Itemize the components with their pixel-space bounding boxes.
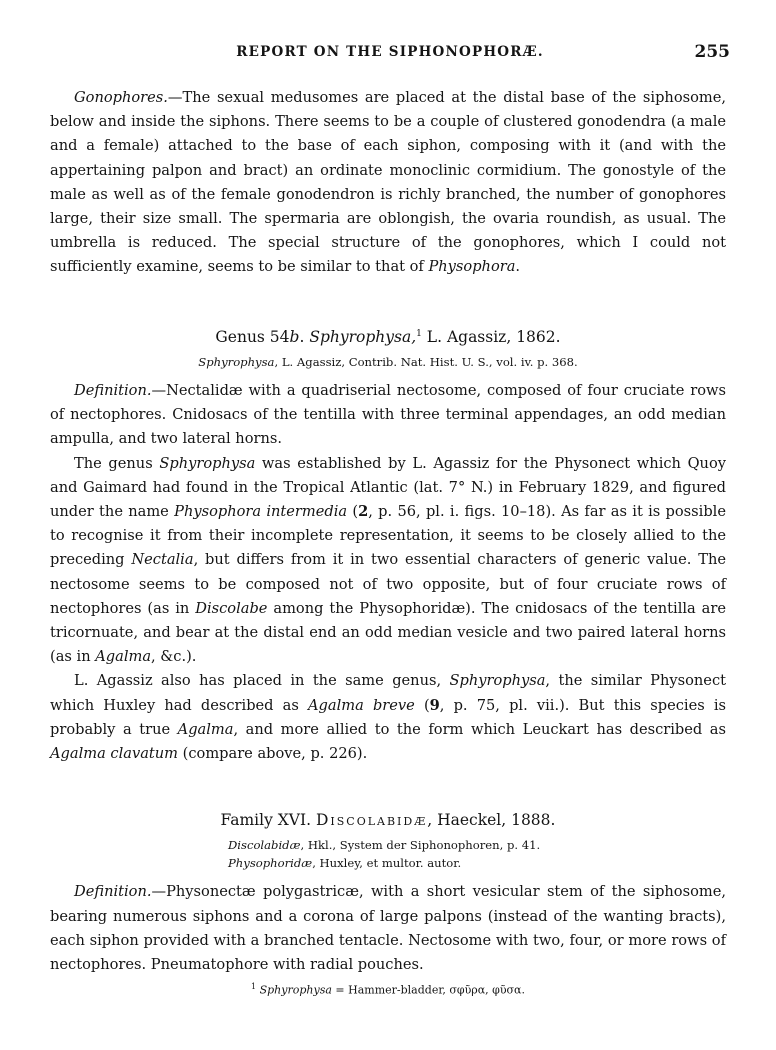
text-run: was established by L. Agassiz for the Physonect which Quoy and Gaimard had found in the Tropical Atlantic (lat. 7° N.) in February 1829, and figured under the name [50,454,726,520]
gonophores-paragraph [50,86,726,280]
spacer [50,872,726,880]
definition-label: Definition. [74,883,152,901]
genus-heading [50,322,726,349]
footnote-text: = Hammer-bladder, σφῦρα, φῦσα. [331,983,525,997]
family-synonym-text: , Hkl., System der Siphonophoren, p. 41. [300,838,541,853]
family-name: Discolabidæ [315,811,428,830]
taxon-name: Agalma [177,720,234,738]
text-run: among the Physophoridæ). The cnidosacs of the tentilla are tricornuate, and bear at the distal end an odd median vesicle and two paired lateral horns (as in [50,599,726,666]
text-run: , p. 56, pl. i. figs. 10–18). As far as it is possible to recognise it from their incomplete representation, it seems to be closely allied to the preceding [50,503,726,569]
footnote [50,982,726,997]
taxon-name: Sphyrophysa [159,454,256,472]
genus-prefix: Genus 54 [215,327,290,346]
taxon-name: Sphyrophysa [449,672,546,690]
taxon-name: Physophora intermedia [174,503,348,520]
family-synonym-2 [228,854,726,872]
gonophores-end: . [515,258,521,276]
reference-number: 2 [358,503,369,520]
taxon-name: Agalma clavatum [50,745,179,763]
footnote-mark: 1 [251,982,257,991]
genus-synonym [50,353,726,371]
definition-label: Definition. [74,381,152,399]
footnote-mark: 1 [416,328,422,339]
family-authority: , Haeckel, 1888. [427,811,556,830]
spacer [50,766,726,808]
text-run: ( [347,503,359,520]
text-run: , p. 75, pl. vii.). But this species is probably a true [50,696,727,738]
genus-paragraph [50,452,726,670]
text-run: The genus [74,454,160,472]
genus-name: Sphyrophysa, [309,327,417,346]
taxon-name: Discolabe [195,599,268,617]
reference-number: 9 [429,696,440,714]
gonophores-label: Gonophores. [74,89,168,106]
definition-text: —Nectalidæ with a quadriserial nectosome, composed of four cruciate rows of nectophores. Cnidosacs of the tentilla with three terminal appendages, an odd median ampulla, and two lateral horns. [50,381,726,448]
text-run: (compare above, p. 226). [178,745,368,763]
genus-definition [50,379,726,452]
text-run: , the similar Physonect which Huxley had described as [50,672,726,714]
genus-synonym-name: Sphyrophysa [198,354,275,369]
taxon-name: Nectalia [131,551,194,569]
family-synonym-name: Physophoridæ [228,856,313,871]
running-header [50,44,730,70]
genus-letter: b [289,327,300,346]
definition-text: —Physonectæ polygastricæ, with a short vesicular stem of the siphosome, bearing numerous siphons and a corona of large palpons (instead of the wanting bracts), each siphon provided with a branched tentacle. Nectosome with two, four, or more rows of nectophores. Pneumatophore with radial pouches. [50,883,726,974]
genus-authority: L. Agassiz, 1862. [421,327,561,346]
text-run: , &c.). [151,648,197,666]
family-synonym-name: Discolabidæ [228,838,301,853]
text-run: L. Agassiz also has placed in the same genus, [74,672,450,690]
family-prefix: Family XVI. [220,811,316,830]
page-body [50,86,726,977]
running-title: REPORT ON THE SIPHONOPHORÆ. [236,44,544,60]
footnote-name: Sphyrophysa [259,983,332,997]
family-heading [50,808,726,832]
genus-dot: . [299,327,310,346]
family-synonym-1 [228,836,726,854]
text-run: , but differs from it in two essential characters of generic value. The nectosome seems to be composed not of two opposite, but of four cruciate rows of nectophores (as in [50,551,726,617]
text-run: ( [414,696,430,714]
genus-synonym-text: , L. Agassiz, Contrib. Nat. Hist. U. S., vol. iv. p. 368. [274,354,578,369]
gonophores-text: —The sexual medusomes are placed at the distal base of the siphosome, below and inside the siphons. There seems to be a couple of clustered gonodendra (a male and a female) attached to the base of each siphon, composing with it (and with the appertaining palpon and bract) an ordinate monoclinic cormidium. The gonostyle of the male as well as of the female gonodendron is richly branched, the number of gonophores large, their size small. The spermaria are oblongish, the ovaria roundish, as usual. The umbrella is reduced. The special structure of the gonophores, which I could not sufficiently examine, seems to be similar to that of [50,89,726,276]
agassiz-paragraph [50,669,726,766]
taxon-name: Agalma [95,648,152,666]
spacer [50,280,726,322]
spacer [50,371,726,379]
taxon-name: Agalma breve [308,696,415,714]
gonophores-genus-ref: Physophora [428,258,516,276]
text-run: , and more allied to the form which Leuckart has described as [233,720,726,738]
family-definition [50,880,726,977]
page-number: 255 [694,42,730,62]
family-synonym-text: , Huxley, et multor. autor. [312,856,462,871]
